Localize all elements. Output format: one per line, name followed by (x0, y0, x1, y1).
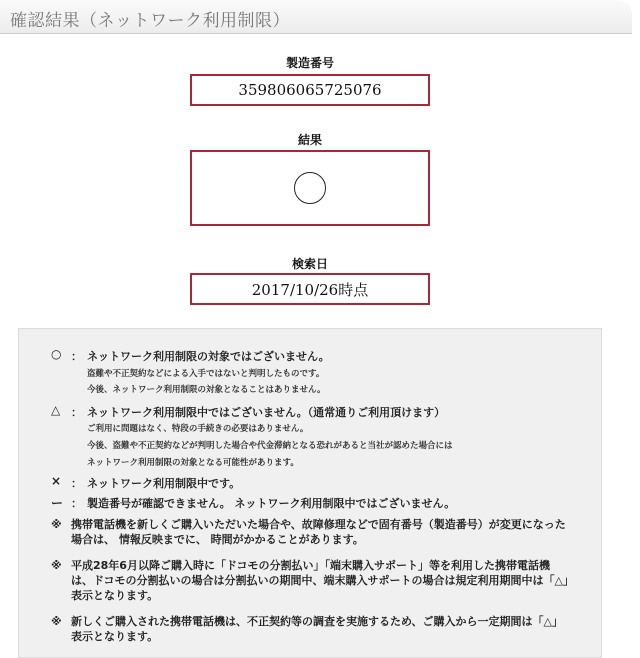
legend-triangle-sub2: 今後、盗難や不正契約などが判明した場合や代金滞納となる恐れがあると当社が認めた場合には (87, 441, 453, 451)
result-circle-icon (294, 172, 326, 204)
legend-triangle-colon: ： (71, 406, 82, 419)
legend-circle-sub2: 今後、ネットワーク利用制限の対象となることはありません。 (87, 385, 326, 395)
results-header (0, 0, 632, 34)
serial-number-label: 製造番号 (285, 56, 334, 70)
legend-cross-main: ネットワーク利用制限中です。 (87, 477, 241, 490)
legend-circle-symbol: ○ (51, 347, 62, 361)
result-label: 結果 (297, 133, 322, 147)
legend-circle-main: ネットワーク利用制限の対象ではございません。 (87, 350, 330, 363)
search-date-label: 検索日 (291, 257, 328, 271)
page-title: 確認結果（ネットワーク利用制限） (10, 11, 290, 31)
note-text-3: 新しくご購入された携帯電話機は、不正契約等の調査を実施するため、ご購入から一定期間は「△」表示となります。 (71, 615, 564, 643)
note-text-2: 平成28年6月以降ご購入時に「ドコモの分割払い」「端末購入サポート」等を利用した携帯電話機は、ドコモの分割払いの場合は分割払いの期間中、端末購入サポートの場合は規定利用期間中は「△」表示となります。 (71, 559, 569, 602)
legend-cross-colon: ： (71, 477, 82, 490)
legend-dash-symbol: ー (51, 496, 64, 510)
legend-dash-main: 製造番号が確認できません。 ネットワーク利用制限中ではございません。 (87, 497, 456, 510)
legend-cross-symbol: × (51, 474, 62, 488)
serial-number-box (190, 74, 430, 106)
search-date-box (190, 273, 430, 305)
note-mark-3: ※ (51, 615, 62, 628)
legend-triangle-main: ネットワーク利用制限中ではございません。（通常通りご利用頂けます） (87, 406, 446, 419)
note-mark-1: ※ (51, 518, 62, 531)
legend-triangle-symbol: △ (51, 403, 61, 417)
legend-circle-colon: ： (71, 350, 82, 363)
legend-triangle-sub1: ご利用に問題はなく、特段の手続きの必要はありません。 (87, 424, 309, 434)
result-box (190, 150, 430, 226)
legend-triangle-sub3: ネットワーク利用制限の対象となる可能性があります。 (87, 458, 299, 468)
note-mark-2: ※ (51, 559, 62, 572)
legend-circle-sub1: 盗難や不正契約などによる入手ではないと判明したものです。 (87, 369, 325, 379)
note-text-1: 携帯電話機を新しくご購入いただいた場合や、故障修理などで固有番号（製造番号）が変更になった場合は、 情報反映までに、 時間がかかることがあります。 (71, 518, 566, 546)
legend-panel (18, 328, 602, 658)
search-date-value: 2017/10/26時点 (251, 280, 369, 299)
serial-number-value: 359806065725076 (238, 81, 382, 99)
legend-dash-colon: ： (71, 497, 82, 510)
